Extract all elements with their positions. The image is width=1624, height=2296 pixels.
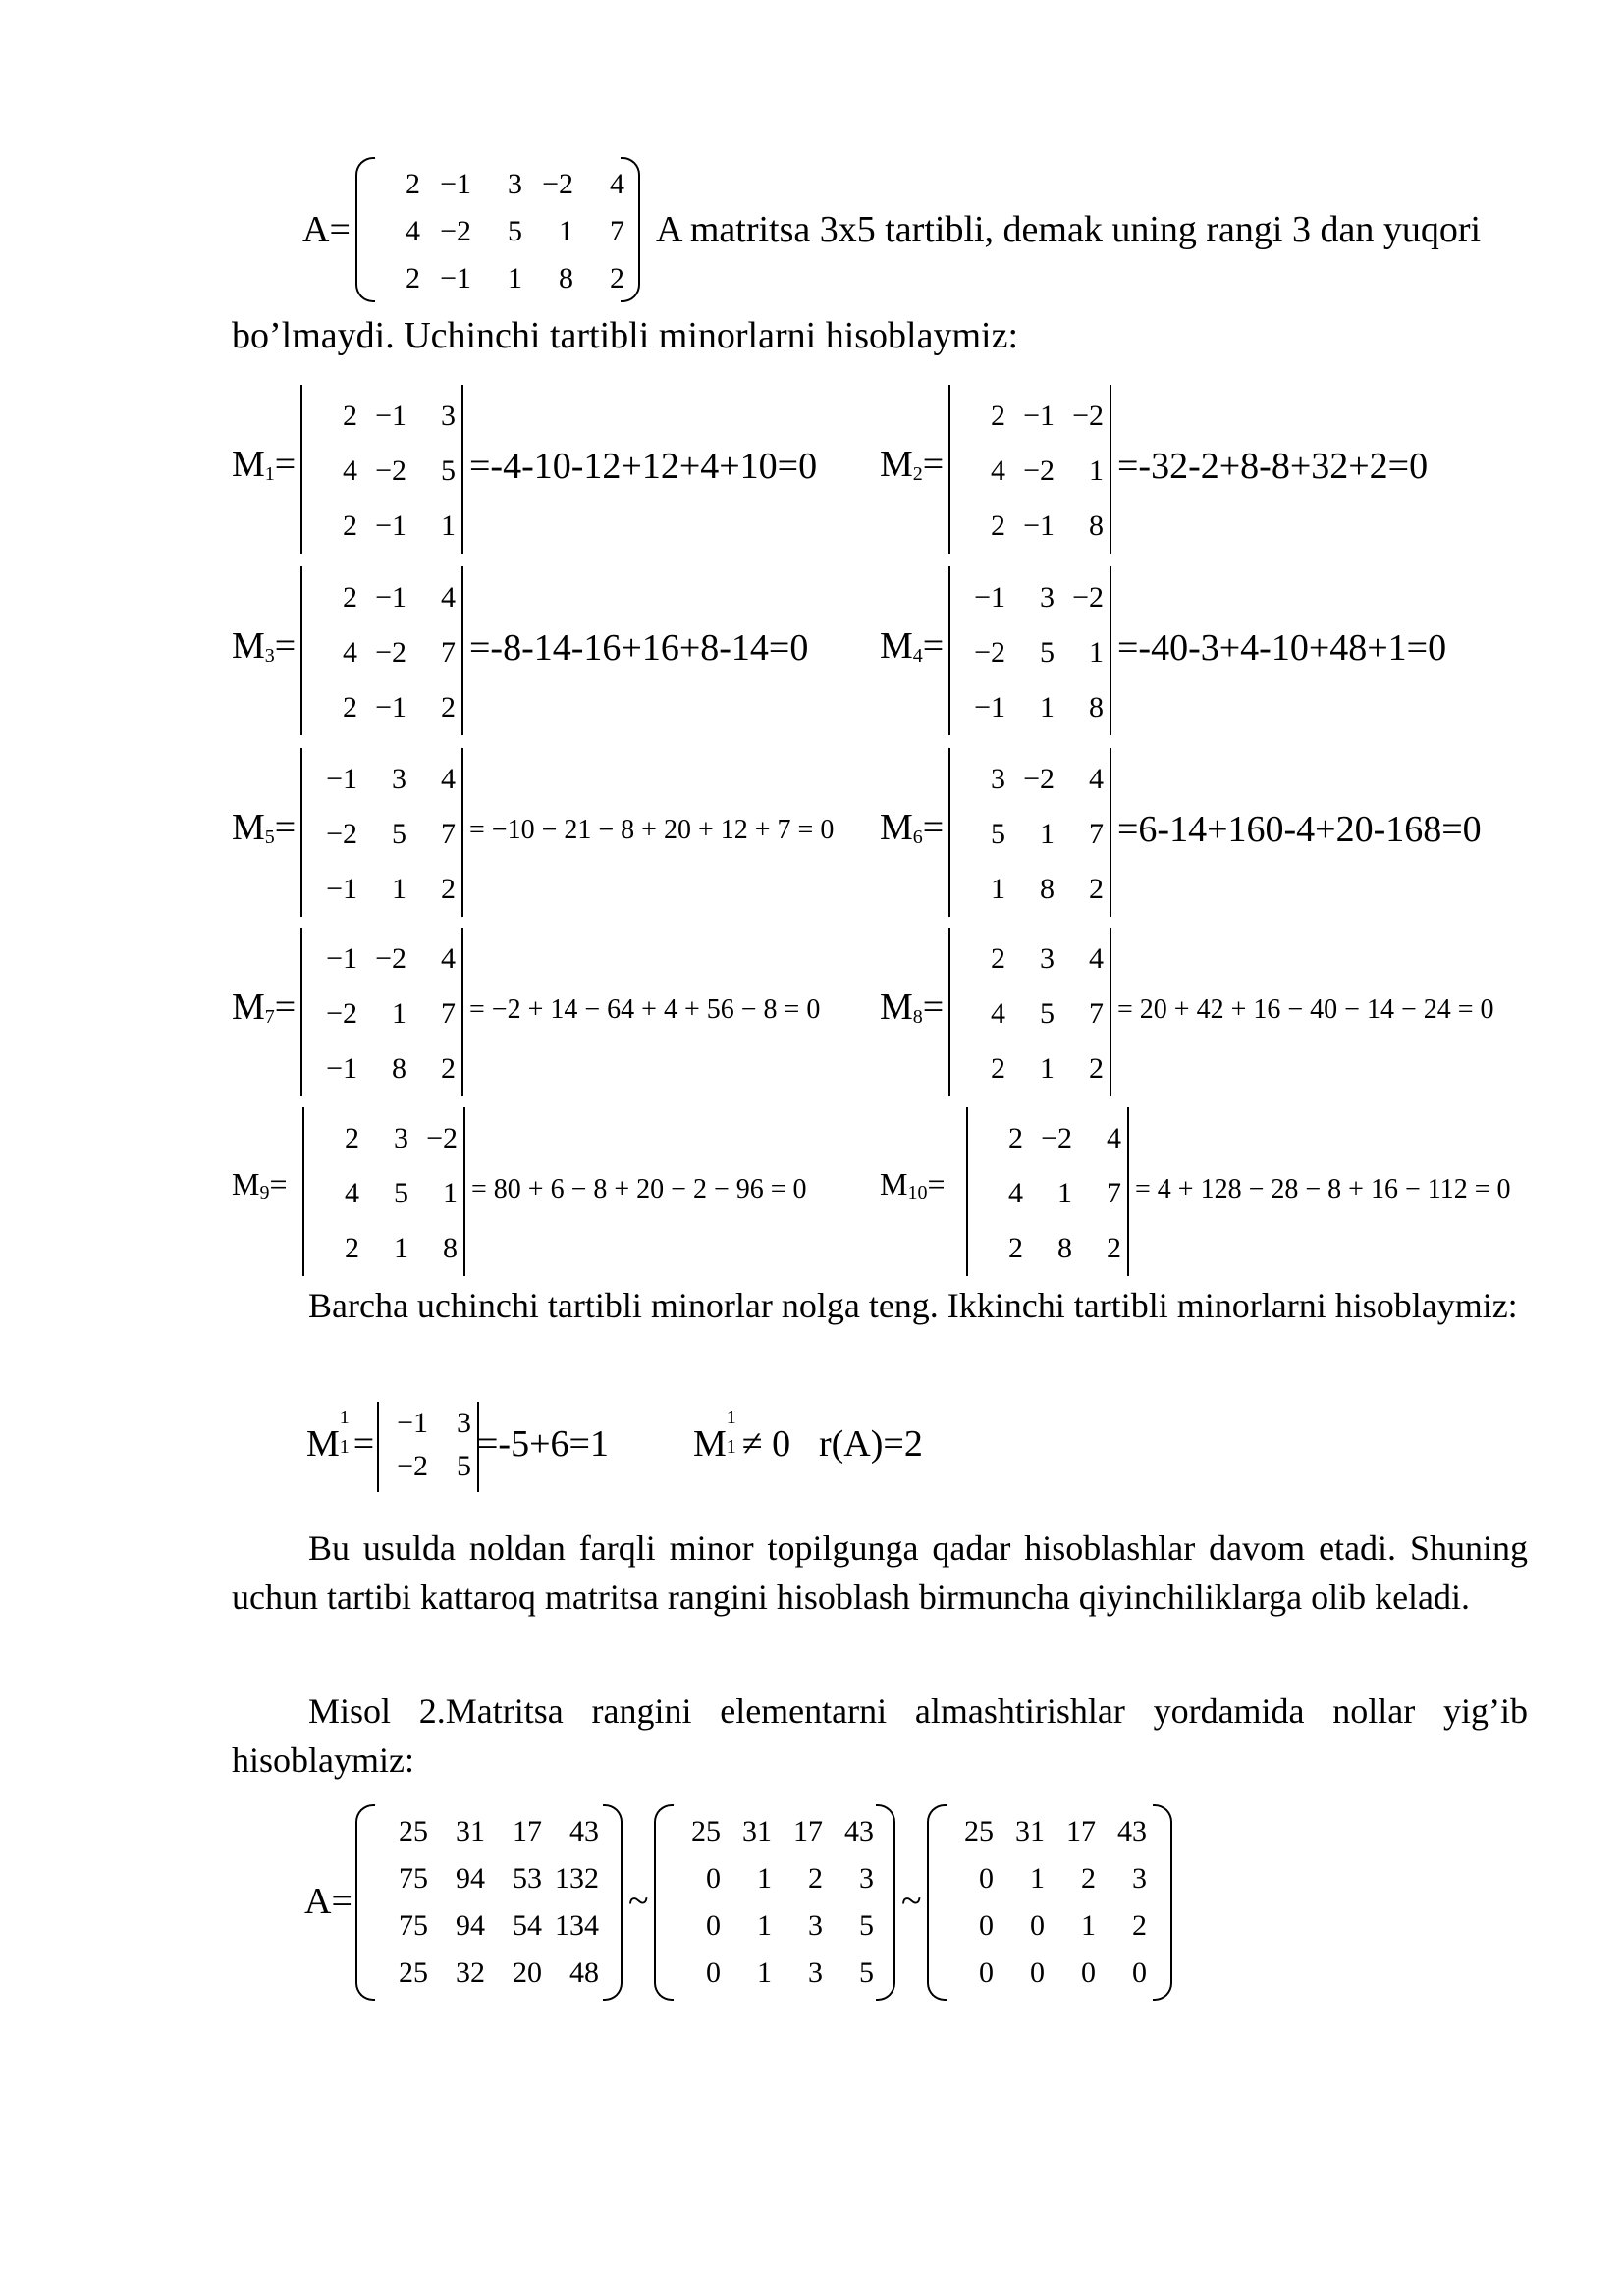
matrix-cell: −2	[375, 454, 406, 487]
matrix-cell: −2	[440, 215, 471, 247]
matrix-cell: 2	[345, 1122, 359, 1154]
matrix-cell: −1	[326, 763, 357, 795]
matrix-cell: 4	[406, 215, 420, 247]
matrix-cell: 3	[441, 400, 456, 432]
matrix-cell: 1	[392, 997, 406, 1030]
paragraph-3: Misol 2.Matritsa rangini elementarni almashtirishlar yordamida nollar yig’ib hisoblaymiz:	[232, 1691, 1528, 1780]
matrix-cell: 5	[1040, 997, 1055, 1030]
matrix-cell: −2	[1023, 454, 1055, 487]
matrix-cell: 3	[808, 1909, 823, 1942]
minor-determinant	[300, 928, 463, 1096]
matrix-cell: 8	[1040, 873, 1055, 905]
matrix-cell: 75	[399, 1909, 428, 1942]
minor-label: $M_9=$	[232, 1166, 288, 1203]
minor-determinant	[948, 385, 1111, 554]
minor-label: $M_4=$	[880, 625, 945, 667]
matrix-cell: 8	[392, 1052, 406, 1085]
matrix-cell: 4	[441, 763, 456, 795]
minor-result: = −2 + 14 − 64 + 4 + 56 − 8 = 0	[469, 994, 821, 1025]
paragraph-1: Barcha uchinchi tartibli minorlar nolga teng. Ikkinchi tartibli minorlarni hisoblaymiz:	[308, 1286, 1518, 1325]
matrix-cell: 4	[1008, 1177, 1023, 1209]
matrix-cell: 5	[457, 1450, 471, 1482]
matrix-cell: 0	[1030, 1956, 1045, 1989]
matrix-cell: −2	[974, 636, 1005, 668]
matrix-cell: 4	[610, 168, 624, 200]
matrix-cell: −1	[375, 691, 406, 723]
matrix-cell: 4	[991, 454, 1005, 487]
matrix-cell: 2	[343, 400, 357, 432]
matrix-cell: 0	[706, 1956, 721, 1989]
matrix-cell: 7	[1089, 818, 1104, 850]
matrix-cell: 2	[343, 691, 357, 723]
matrix-cell: −2	[326, 997, 357, 1030]
matrix-cell: 2	[406, 262, 420, 294]
matrix-cell: 25	[399, 1815, 428, 1847]
matrix-cell: 17	[513, 1815, 542, 1847]
matrix-cell: 94	[456, 1909, 485, 1942]
matrix-cell: −2	[375, 942, 406, 975]
matrix-cell: 2	[343, 581, 357, 614]
matrix-cell: −1	[375, 581, 406, 614]
minor-label: $M_3=$	[232, 625, 297, 667]
matrix-cell: 8	[443, 1232, 458, 1264]
matrix-cell: −1	[375, 509, 406, 542]
matrix-cell: 2	[991, 942, 1005, 975]
matrix-cell: 5	[392, 818, 406, 850]
minor-label: $M_2=$	[880, 444, 945, 485]
matrix-cell: 2	[406, 168, 420, 200]
minor-label: $M_1=$	[232, 444, 297, 485]
matrix-cell: 5	[394, 1177, 408, 1209]
matrix-cell: 2	[991, 509, 1005, 542]
matrix-cell: 5	[859, 1956, 874, 1989]
matrix-cell: 2	[1089, 1052, 1104, 1085]
tilde-2: ~	[901, 1881, 922, 1922]
matrix-cell: 1	[392, 873, 406, 905]
tilde-1: ~	[628, 1881, 649, 1922]
example2-matrix-2	[654, 1804, 895, 2001]
matrix-cell: 8	[559, 262, 573, 294]
matrix-cell: 1	[394, 1232, 408, 1264]
matrix-cell: 31	[742, 1815, 772, 1847]
matrix-cell: 54	[513, 1909, 542, 1942]
matrix-cell: 2	[441, 873, 456, 905]
minor-determinant	[300, 748, 463, 917]
minor-result: =6-14+160-4+20-168=0	[1117, 809, 1482, 850]
matrix-cell: 1	[1040, 1052, 1055, 1085]
minor-determinant	[948, 566, 1111, 735]
matrix-cell: 1	[757, 1909, 772, 1942]
matrix-cell: −1	[974, 691, 1005, 723]
second-minor-neq: M 1 1 ≠ 0	[693, 1407, 791, 1465]
matrix-cell: 1	[559, 215, 573, 247]
minor-determinant	[302, 1107, 465, 1276]
matrix-cell: −2	[1023, 763, 1055, 795]
matrix-cell: 7	[610, 215, 624, 247]
matrix-cell: 4	[1089, 942, 1104, 975]
matrix-cell: 1	[508, 262, 522, 294]
matrix-cell: 43	[569, 1815, 599, 1847]
matrix-cell: 31	[1015, 1815, 1045, 1847]
matrix-cell: 8	[1089, 691, 1104, 723]
matrix-cell: 1	[1040, 691, 1055, 723]
matrix-cell: 1	[1089, 636, 1104, 668]
matrix-cell: 32	[456, 1956, 485, 1989]
matrix-cell: 2	[1089, 873, 1104, 905]
matrix-cell: −1	[397, 1407, 428, 1439]
matrix-cell: 2	[441, 1052, 456, 1085]
matrix-cell: 4	[1089, 763, 1104, 795]
minor-label: $M_6=$	[880, 807, 945, 848]
matrix-cell: 7	[441, 997, 456, 1030]
matrix-cell: 1	[1057, 1177, 1072, 1209]
matrix-cell: 25	[399, 1956, 428, 1989]
matrix-cell: 2	[345, 1232, 359, 1264]
matrix-cell: 20	[513, 1956, 542, 1989]
matrix-cell: −2	[397, 1450, 428, 1482]
minor-label: $M_{10}=$	[880, 1166, 946, 1203]
matrix-cell: 3	[991, 763, 1005, 795]
matrix-cell: 5	[441, 454, 456, 487]
matrix-cell: 4	[343, 454, 357, 487]
matrix-cell: 5	[859, 1909, 874, 1942]
rank-result: r(A)=2	[819, 1423, 923, 1465]
matrix-cell: −1	[440, 168, 471, 200]
matrix-cell: 2	[808, 1862, 823, 1895]
matrix-cell: −1	[326, 873, 357, 905]
matrix-cell: 3	[859, 1862, 874, 1895]
matrix-cell: 1	[1089, 454, 1104, 487]
matrix-cell: 0	[979, 1909, 994, 1942]
minor-determinant	[300, 385, 463, 554]
matrix-cell: 48	[569, 1956, 599, 1989]
matrix-cell: −2	[426, 1122, 458, 1154]
matrix-cell: 4	[991, 997, 1005, 1030]
minor-result: =-4-10-12+12+4+10=0	[469, 446, 818, 487]
matrix-cell: 4	[345, 1177, 359, 1209]
matrix-cell: 0	[1081, 1956, 1096, 1989]
second-minor-result: =-5+6=1	[477, 1423, 609, 1465]
matrix-cell: −2	[542, 168, 573, 200]
matrix-cell: 3	[457, 1407, 471, 1439]
matrix-cell: 3	[1040, 942, 1055, 975]
matrix-cell: 7	[441, 818, 456, 850]
matrix-cell: 4	[343, 636, 357, 668]
matrix-cell: 25	[964, 1815, 994, 1847]
matrix-cell: 3	[394, 1122, 408, 1154]
example2-matrix-1	[355, 1804, 623, 2001]
matrix-cell: −1	[326, 1052, 357, 1085]
matrix-cell: 4	[441, 942, 456, 975]
matrix-cell: 2	[1008, 1232, 1023, 1264]
matrix-cell: −2	[375, 636, 406, 668]
matrix-cell: 75	[399, 1862, 428, 1895]
matrix-cell: 1	[443, 1177, 458, 1209]
matrix-cell: 1	[1030, 1862, 1045, 1895]
minor-label: $M_5=$	[232, 807, 297, 848]
matrix-cell: 0	[979, 1862, 994, 1895]
matrix-cell: 7	[441, 636, 456, 668]
matrix-cell: 2	[441, 691, 456, 723]
matrix-cell: 3	[392, 763, 406, 795]
matrix-cell: 7	[1089, 997, 1104, 1030]
matrix-a	[355, 157, 640, 302]
matrix-cell: 1	[1081, 1909, 1096, 1942]
matrix-cell: 4	[1107, 1122, 1121, 1154]
matrix-cell: −2	[1072, 400, 1104, 432]
matrix-cell: 31	[456, 1815, 485, 1847]
second-minor-label: M 1 1 =	[306, 1407, 375, 1465]
matrix-cell: 7	[1107, 1177, 1121, 1209]
matrix-cell: 2	[1081, 1862, 1096, 1895]
matrix-cell: 2	[1008, 1122, 1023, 1154]
minor-result: = −10 − 21 − 8 + 20 + 12 + 7 = 0	[469, 815, 835, 845]
matrix-cell: 0	[706, 1909, 721, 1942]
matrix-cell: 0	[706, 1862, 721, 1895]
matrix-a-label: A=	[302, 209, 351, 250]
matrix-cell: −1	[974, 581, 1005, 614]
matrix-cell: 8	[1089, 509, 1104, 542]
matrix-cell: 2	[991, 1052, 1005, 1085]
matrix-cell: 2	[610, 262, 624, 294]
matrix-cell: 1	[441, 509, 456, 542]
matrix-cell: 2	[991, 400, 1005, 432]
matrix-cell: −1	[440, 262, 471, 294]
minor-determinant	[948, 748, 1111, 917]
intro-text: A matritsa 3x5 tartibli, demak uning rangi 3 dan yuqori	[656, 209, 1482, 250]
minor-label: $M_7=$	[232, 987, 297, 1028]
minor-determinant	[966, 1107, 1129, 1276]
matrix-cell: 25	[691, 1815, 721, 1847]
matrix-cell: 0	[1030, 1909, 1045, 1942]
matrix-cell: 17	[793, 1815, 823, 1847]
second-minor-det	[377, 1402, 479, 1492]
matrix-cell: 53	[513, 1862, 542, 1895]
minor-result: =-8-14-16+16+8-14=0	[469, 627, 809, 668]
matrix-cell: −1	[1023, 400, 1055, 432]
matrix-cell: 94	[456, 1862, 485, 1895]
example2-matrix-3	[927, 1804, 1172, 2001]
matrix-cell: 1	[757, 1956, 772, 1989]
example2-label: A=	[304, 1881, 352, 1922]
matrix-cell: 3	[508, 168, 522, 200]
matrix-cell: 0	[1132, 1956, 1147, 1989]
minor-determinant	[948, 928, 1111, 1096]
matrix-cell: 2	[1107, 1232, 1121, 1264]
matrix-cell: 2	[1132, 1909, 1147, 1942]
matrix-cell: 5	[508, 215, 522, 247]
matrix-cell: 8	[1057, 1232, 1072, 1264]
matrix-cell: 134	[555, 1909, 599, 1942]
minor-label: $M_8=$	[880, 987, 945, 1028]
matrix-cell: 132	[555, 1862, 599, 1895]
matrix-cell: −1	[1023, 509, 1055, 542]
matrix-cell: −2	[1072, 581, 1104, 614]
minor-result: = 20 + 42 + 16 − 40 − 14 − 24 = 0	[1117, 994, 1494, 1025]
matrix-cell: 4	[441, 581, 456, 614]
matrix-cell: 3	[808, 1956, 823, 1989]
matrix-cell: 5	[1040, 636, 1055, 668]
matrix-cell: 1	[757, 1862, 772, 1895]
matrix-cell: 5	[991, 818, 1005, 850]
minor-result: = 4 + 128 − 28 − 8 + 16 − 112 = 0	[1135, 1174, 1511, 1204]
matrix-cell: −2	[326, 818, 357, 850]
matrix-cell: 43	[1117, 1815, 1147, 1847]
matrix-cell: 3	[1040, 581, 1055, 614]
matrix-cell: 43	[844, 1815, 874, 1847]
matrix-cell: −2	[1041, 1122, 1072, 1154]
matrix-cell: 0	[979, 1956, 994, 1989]
matrix-cell: 3	[1132, 1862, 1147, 1895]
intro-continuation: bo’lmaydi. Uchinchi tartibli minorlarni hisoblaymiz:	[232, 315, 1019, 356]
matrix-cell: 1	[1040, 818, 1055, 850]
minor-result: =-32-2+8-8+32+2=0	[1117, 446, 1429, 487]
paragraph-2: Bu usulda noldan farqli minor topilgunga qadar hisoblashlar davom etadi. Shuning uchun tartibi kattaroq matritsa rangini hisoblash birmuncha qiyinchiliklarga olib keladi.	[232, 1528, 1528, 1617]
matrix-cell: 1	[991, 873, 1005, 905]
matrix-cell: −1	[375, 400, 406, 432]
matrix-cell: 2	[343, 509, 357, 542]
minor-result: =-40-3+4-10+48+1=0	[1117, 627, 1447, 668]
matrix-cell: −1	[326, 942, 357, 975]
matrix-cell: 17	[1066, 1815, 1096, 1847]
minor-determinant	[300, 566, 463, 735]
minor-result: = 80 + 6 − 8 + 20 − 2 − 96 = 0	[471, 1174, 807, 1204]
